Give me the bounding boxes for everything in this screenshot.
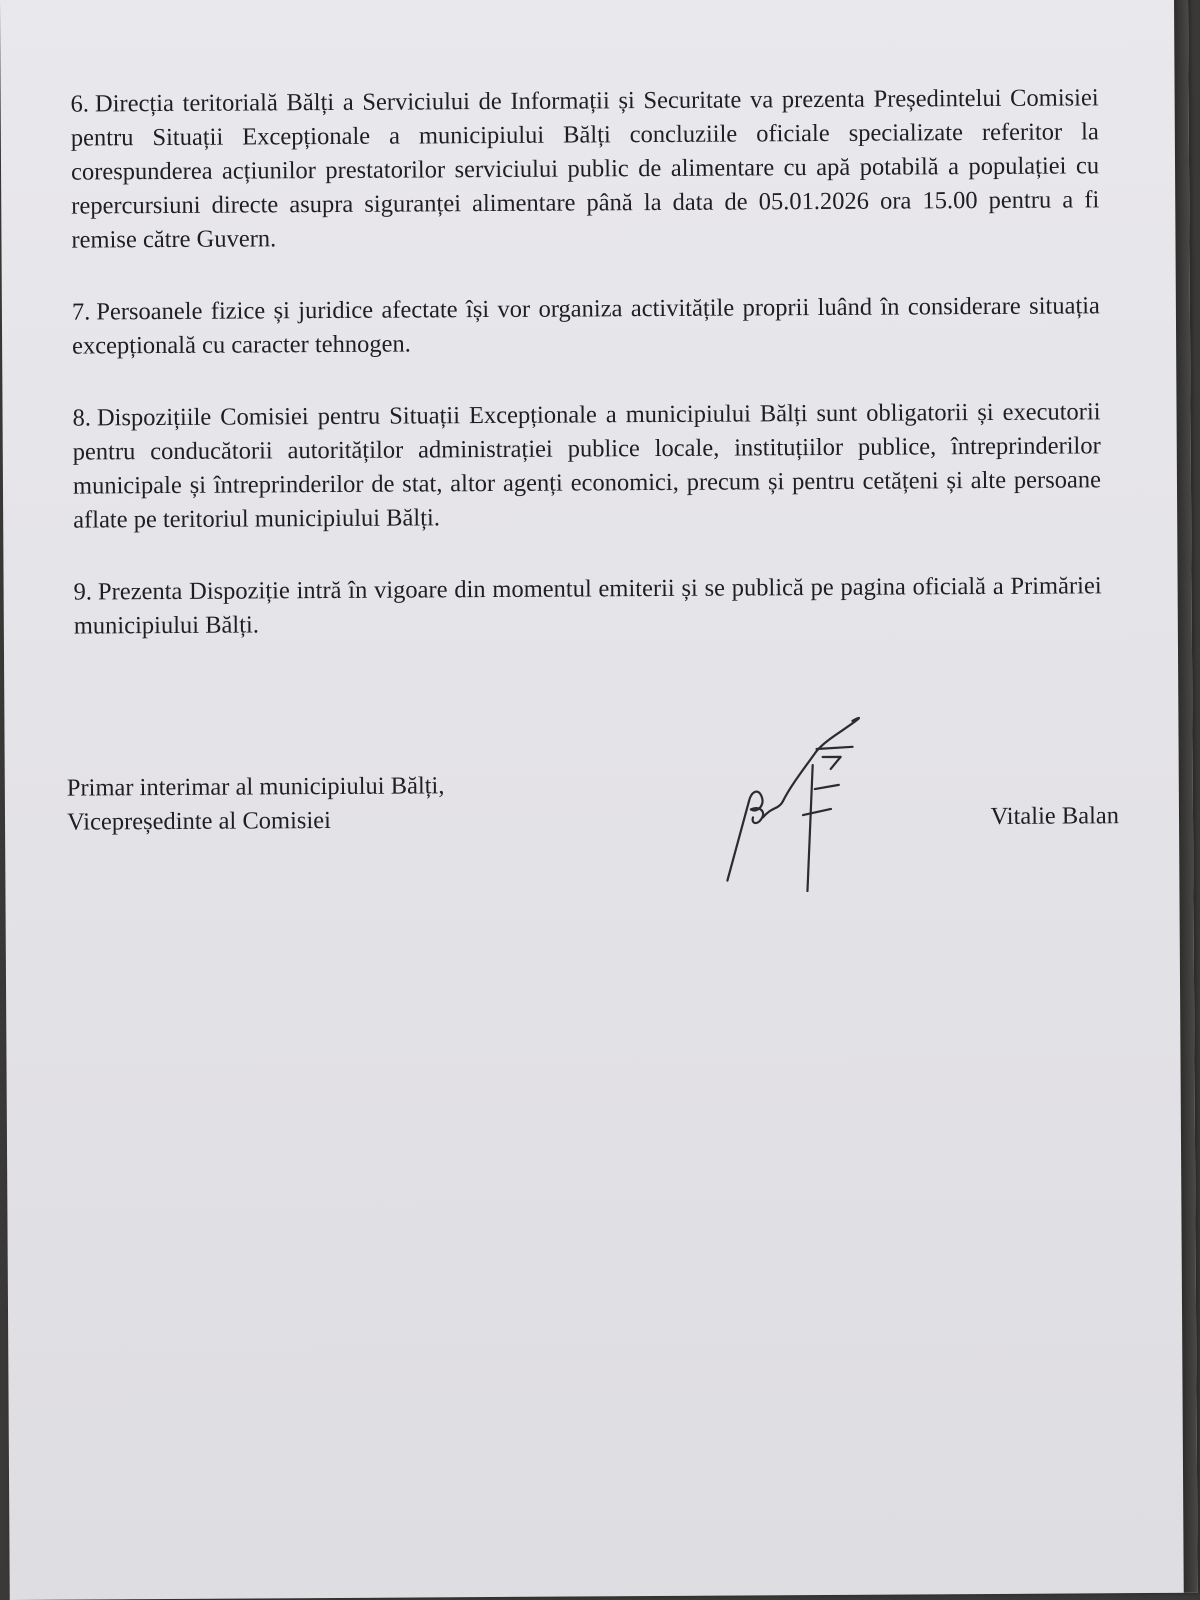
paragraph-text: Persoanele fizice și juridice afectate își vor organiza activitățile proprii luând în considerare situația excepțională cu caracter tehnogen. — [72, 292, 1100, 360]
paragraph-number: 7. — [71, 298, 91, 326]
document-body — [71, 81, 1103, 681]
signature-block — [67, 765, 1120, 911]
paragraph-7 — [72, 289, 1100, 363]
signatory-title-line2: Vicepreședinte al Comisiei — [66, 806, 331, 836]
paragraph-text: Prezenta Dispoziție intră în vigoare din momentul emiterii și se publică pe pagina oficială a Primăriei municipiului Bălți. — [73, 572, 1102, 640]
paragraph-number: 9. — [73, 578, 93, 606]
signatory-title-line1: Primar interimar al municipiului Bălți, — [66, 772, 445, 802]
paragraph-number: 8. — [72, 404, 92, 432]
paragraph-9 — [74, 569, 1102, 643]
paragraph-6 — [71, 81, 1100, 257]
handwritten-signature-icon — [666, 705, 867, 906]
paragraph-text: Dispozițiile Comisiei pentru Situații Excepționale a municipiului Bălți sunt obligatorii și executorii pentru conducătorii autorităților administrației publice locale, instituțiilor publice, întreprinderilor municipale și întreprinderilor de stat, altor agenți economici, precum și pentru cetățeni și alte persoane aflate pe teritoriul municipiului Bălți. — [72, 398, 1102, 534]
paragraph-8 — [72, 395, 1101, 537]
paragraph-text: Direcția teritorială Bălți a Serviciului de Informații și Securitate va prezenta Președintelui Comisiei pentru Situații Excepționale a municipiului Bălți concluziile oficiale specializate referitor la corespunderea acțiunilor prestatorilor serviciului public de alimentare cu apă potabilă a populației cu repercursiuni directe asupra siguranței alimentare până la data de 05.01.2026 ora 15.00 pentru a fi remise către Guvern. — [70, 84, 1100, 254]
signatory-name: Vitalie Balan — [990, 802, 1120, 830]
signatory-title — [67, 769, 445, 839]
paragraph-number: 6. — [70, 90, 90, 118]
page-edge-shadow — [1174, 0, 1198, 1593]
